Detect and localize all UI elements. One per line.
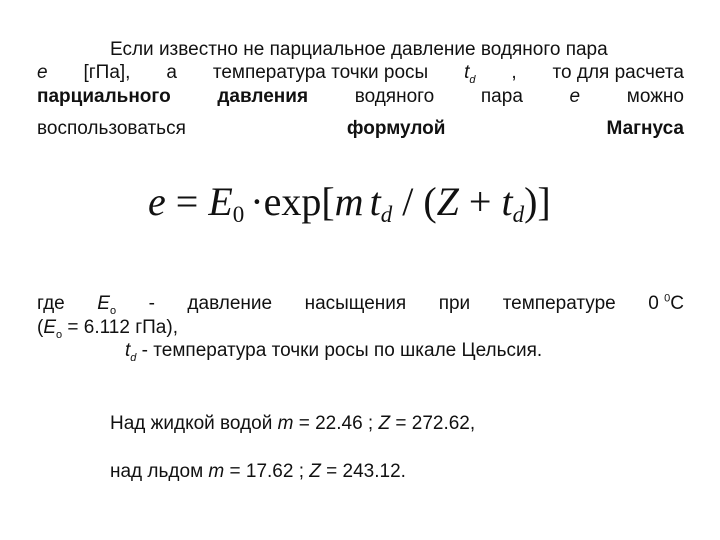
word-water: водяного — [354, 86, 435, 107]
word-vapor: пара — [480, 86, 523, 107]
intro-line-4 — [37, 118, 684, 140]
symbol-e0: $E_o$ — [97, 293, 117, 317]
intro-line-3 — [37, 86, 684, 108]
calc-phrase: то для расчета — [552, 62, 684, 83]
water-coefficients: Над жидкой водой m = 22.46 ; Z = 272.62, — [110, 413, 476, 434]
word-magnus: Магнуса — [606, 118, 684, 139]
where-line-3: $t_d$ - температура точки росы по шкале Цельсия. — [125, 340, 543, 364]
dash: - — [148, 293, 155, 314]
where-line-2: ($E_o = 6.112$ гПа), — [37, 317, 178, 341]
intro-line-2 — [37, 62, 684, 84]
word-pressure: давления — [217, 86, 309, 107]
zero-degrees: 0 $^0$С — [648, 292, 684, 314]
word-partial: парциального — [37, 86, 171, 107]
comma: , — [511, 62, 517, 83]
where-label: где — [37, 293, 65, 314]
symbol-td: $t_d$ — [464, 62, 476, 86]
intro-line-1: Если известно не парциальное давление водяного пара — [110, 39, 608, 60]
word-can: можно — [626, 86, 684, 107]
where-line-1: где $E_o$ - давление насыщения при температуре 0 $^0$С — [37, 292, 684, 317]
magnus-formula: $e = E_0 \cdot\exp[m$ $t_d / (Z + t_d)$] — [148, 179, 551, 227]
word-formula: формулой — [346, 118, 446, 139]
symbol-e-2: е — [569, 86, 581, 107]
word-a: а — [166, 62, 177, 83]
ice-coefficients: над льдом m = 17.62 ; Z = 243.12. — [110, 461, 406, 482]
unit-gpa: [гПа], — [83, 62, 131, 83]
dew-point-phrase: температура точки росы — [212, 62, 429, 83]
word-use: воспользоваться — [37, 118, 186, 139]
symbol-e: е — [37, 62, 48, 83]
